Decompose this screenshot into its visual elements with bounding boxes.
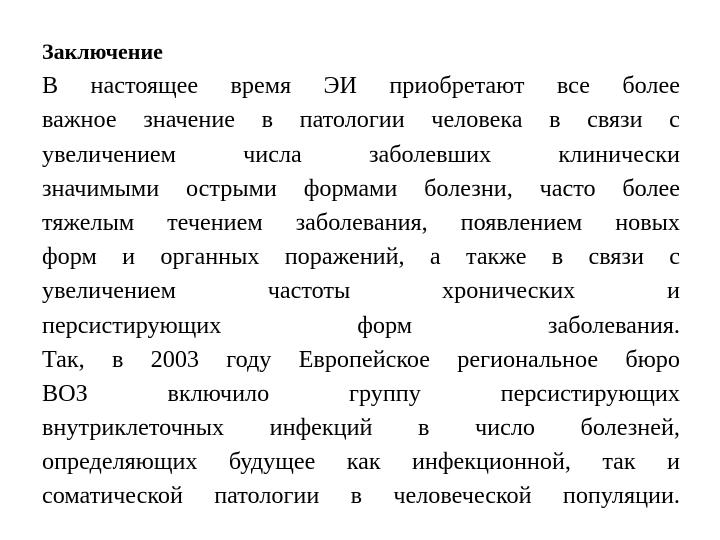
word: числа bbox=[243, 140, 302, 168]
word: время bbox=[230, 72, 292, 100]
word: заболевших bbox=[368, 140, 492, 168]
word: и bbox=[667, 448, 680, 476]
word: и bbox=[667, 277, 680, 305]
word: частоты bbox=[267, 277, 351, 305]
word: хронических bbox=[442, 277, 576, 305]
word: течением bbox=[167, 208, 263, 236]
word: с bbox=[669, 106, 680, 134]
word: в bbox=[350, 482, 363, 510]
paragraph-line bbox=[42, 309, 680, 343]
paragraph-line bbox=[42, 69, 680, 103]
word: персистирующих bbox=[500, 379, 680, 407]
word: будущее bbox=[228, 448, 316, 476]
word: часто bbox=[539, 174, 596, 202]
word: значимыми bbox=[42, 174, 160, 202]
word: персистирующих bbox=[42, 311, 222, 339]
word: соматической bbox=[42, 482, 183, 510]
word: увеличением bbox=[42, 277, 176, 305]
paragraph-line bbox=[42, 343, 680, 377]
word: настоящее bbox=[90, 72, 199, 100]
word: появлением bbox=[460, 208, 583, 236]
word: заболевания. bbox=[547, 311, 680, 339]
paragraph bbox=[42, 69, 680, 513]
word: человеческой bbox=[393, 482, 532, 510]
paragraph-line bbox=[42, 240, 680, 274]
word: увеличением bbox=[42, 140, 176, 168]
word: ВОЗ bbox=[42, 379, 88, 407]
word: значение bbox=[143, 106, 236, 134]
word: и bbox=[122, 243, 136, 271]
paragraph-line bbox=[42, 377, 680, 411]
word: болезней, bbox=[580, 414, 680, 442]
word: более bbox=[622, 174, 680, 202]
paragraph-line bbox=[42, 445, 680, 479]
word: популяции. bbox=[562, 482, 680, 510]
word: связи bbox=[587, 106, 643, 134]
word: бюро bbox=[625, 345, 680, 373]
paragraph-line bbox=[42, 274, 680, 308]
word: внутриклеточных bbox=[42, 414, 225, 442]
word: группу bbox=[349, 379, 421, 407]
word: Так, bbox=[42, 345, 85, 373]
word: определяющих bbox=[42, 448, 198, 476]
paragraph-line bbox=[42, 138, 680, 172]
word: так bbox=[602, 448, 636, 476]
word: формами bbox=[303, 174, 398, 202]
word: болезни, bbox=[424, 174, 513, 202]
word: 2003 bbox=[150, 345, 200, 373]
word: форм bbox=[357, 311, 413, 339]
word: приобретают bbox=[389, 72, 525, 100]
word: патологии bbox=[299, 106, 405, 134]
word: ЭИ bbox=[323, 72, 357, 100]
word: все bbox=[556, 72, 590, 100]
word: Европейское bbox=[298, 345, 431, 373]
paragraph-line bbox=[42, 206, 680, 240]
word: в bbox=[261, 106, 274, 134]
word: патологии bbox=[214, 482, 320, 510]
conclusion-text-block bbox=[42, 35, 680, 514]
word: число bbox=[475, 414, 536, 442]
word: тяжелым bbox=[42, 208, 135, 236]
word: инфекций bbox=[269, 414, 373, 442]
word: связи bbox=[588, 243, 644, 271]
word: в bbox=[418, 414, 430, 442]
word: также bbox=[465, 243, 527, 271]
word: региональное bbox=[457, 345, 599, 373]
word: как bbox=[346, 448, 381, 476]
word: поражений, bbox=[284, 243, 405, 271]
paragraph-line bbox=[42, 172, 680, 206]
word: новых bbox=[615, 208, 680, 236]
word: в bbox=[111, 345, 124, 373]
word: включило bbox=[167, 379, 270, 407]
word: а bbox=[429, 243, 441, 271]
word: инфекционной, bbox=[411, 448, 571, 476]
word: клинически bbox=[558, 140, 680, 168]
word: более bbox=[622, 72, 680, 100]
paragraph-line bbox=[42, 479, 680, 513]
section-heading: Заключение bbox=[42, 39, 163, 64]
word: в bbox=[551, 243, 564, 271]
word: органных bbox=[160, 243, 260, 271]
word: важное bbox=[42, 106, 117, 134]
word: году bbox=[226, 345, 272, 373]
word: острыми bbox=[185, 174, 277, 202]
word: в bbox=[549, 106, 561, 134]
word: форм bbox=[42, 243, 97, 271]
word: заболевания, bbox=[295, 208, 428, 236]
paragraph-line bbox=[42, 103, 680, 137]
word: В bbox=[42, 72, 59, 100]
paragraph-line bbox=[42, 411, 680, 445]
word: с bbox=[669, 243, 680, 271]
word: человека bbox=[431, 106, 523, 134]
